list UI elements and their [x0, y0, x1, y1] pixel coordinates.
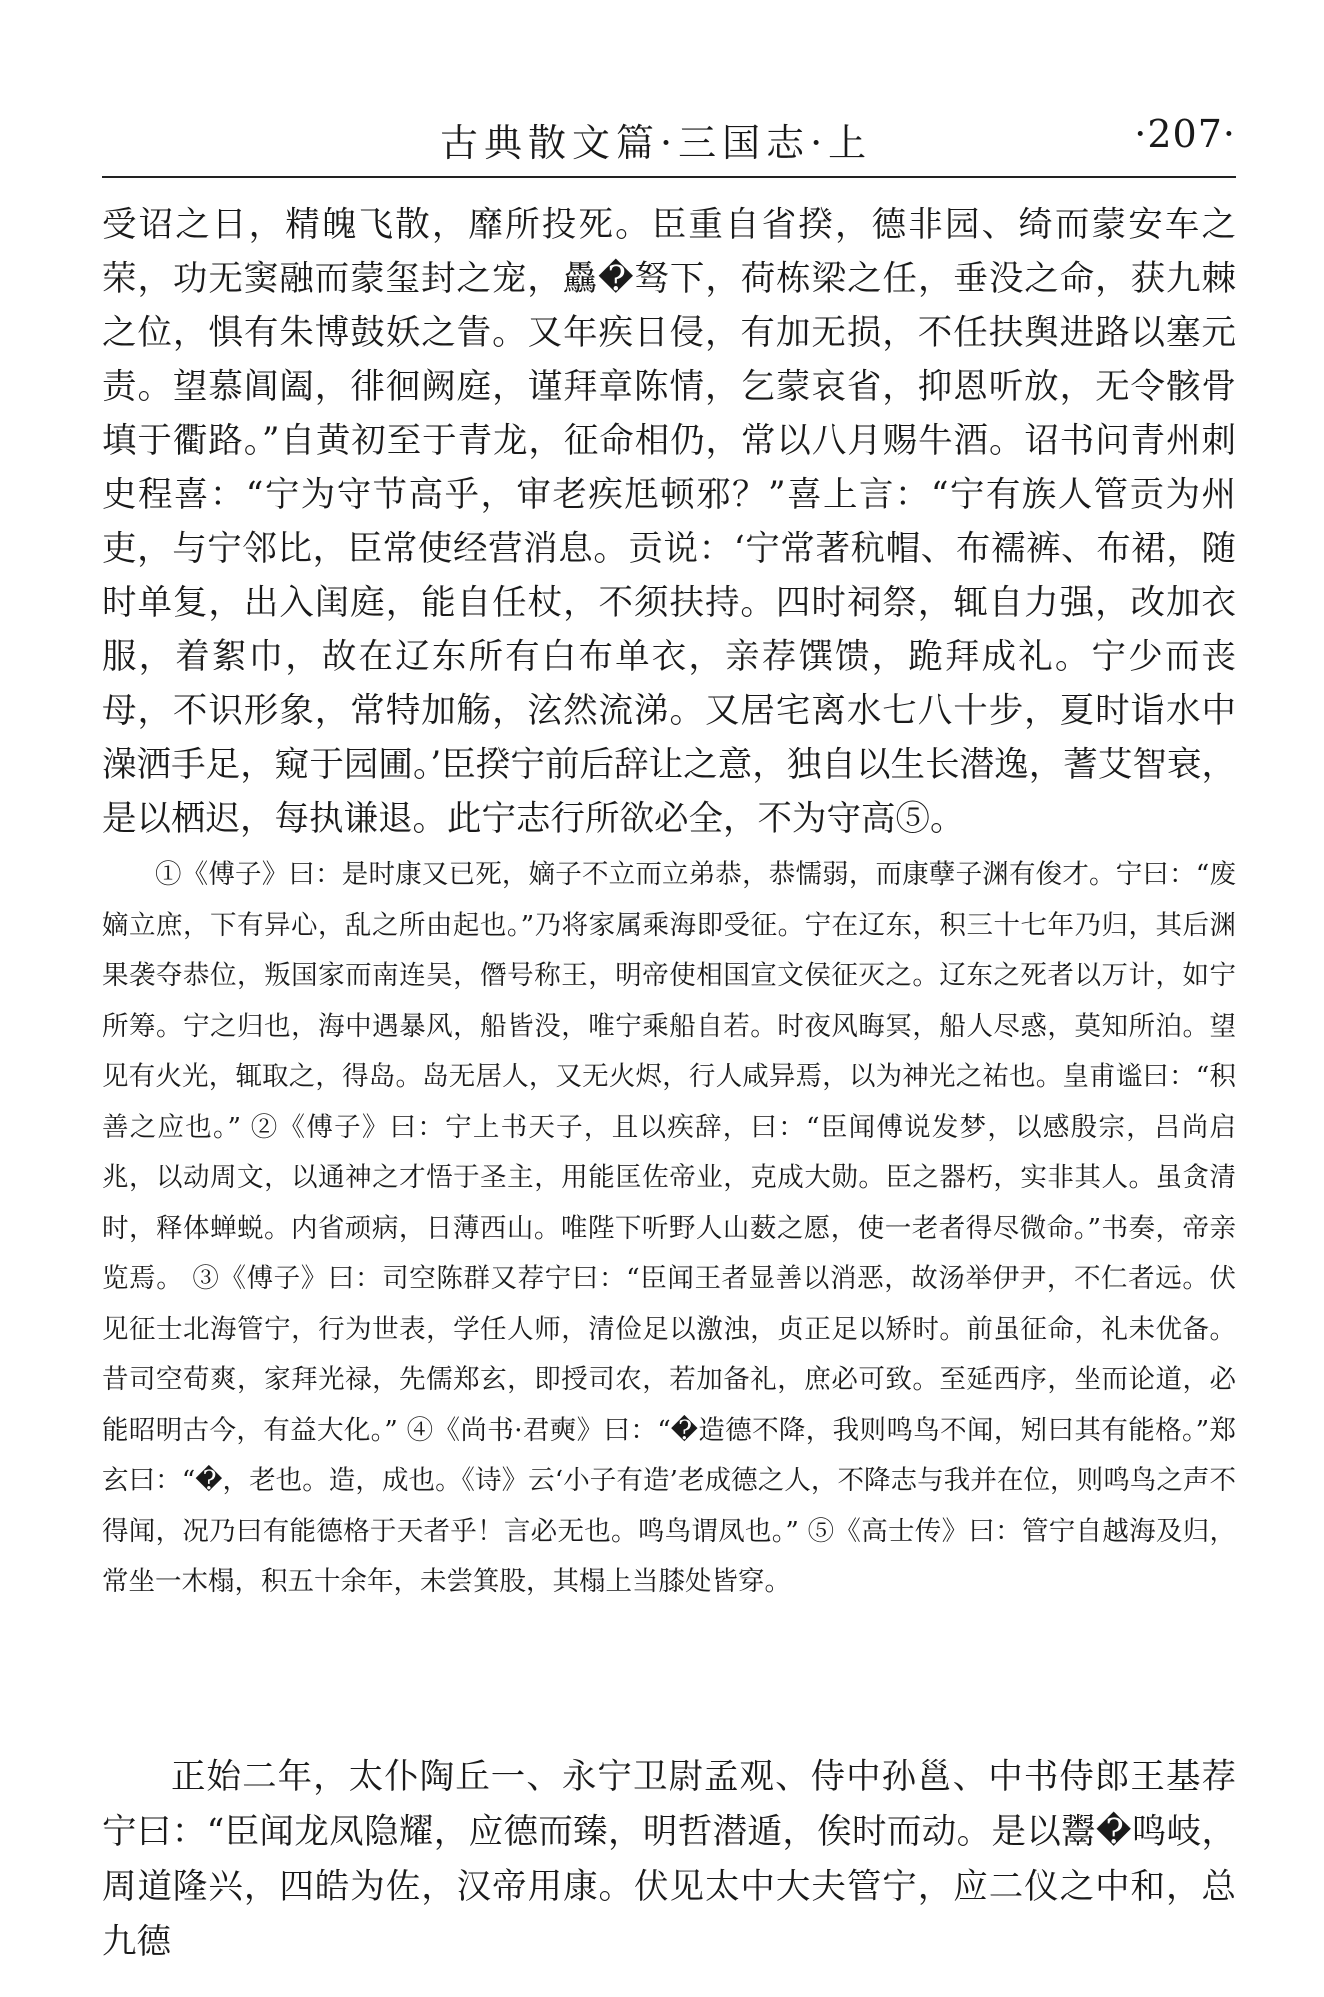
main-paragraph: 受诏之日，精魄飞散，靡所投死。臣重自省揆，德非园、绮而蒙安车之荣，功无窦融而蒙玺封之宠，驫�驽下，荷栋梁之任，垂没之命，获九棘之位，惧有朱博鼓妖之眚。又年疾日侵，有加无损，不任扶舆进路以塞元责。望慕阊阖，徘徊阙庭，谨拜章陈情，乞蒙哀省，抑恩听放，无令骸骨填于衢路。”自黄初至于青龙，征命相仍，常以八月赐牛酒。诏书问青州刺史程喜：“宁为守节高乎，审老疾尪顿邪？”喜上言：“宁有族人管贡为州吏，与宁邻比，臣常使经营消息。贡说：‘宁常著秔帽、布襦裤、布裙，随时单复，出入闺庭，能自任杖，不须扶持。四时祠祭，辄自力强，改加衣服，着絮巾，故在辽东所有白布单衣，亲荐馔馈，跪拜成礼。宁少而丧母，不识形象，常特加觞，泫然流涕。又居宅离水七八十步，夏时诣水中澡洒手足，窥于园圃。’臣揆宁前后辞让之意，独自以生长潜逸，蓍艾智衰，是以栖迟，每执谦退。此宁志行所欲必全，不为守高⑤。 — [102, 205, 1236, 839]
annotation-notes — [102, 850, 1236, 1608]
notes-paragraph: ①《傅子》曰：是时康又已死，嫡子不立而立弟恭，恭懦弱，而康孽子渊有俊才。宁曰：“废嫡立庶，下有异心，乱之所由起也。”乃将家属乘海即受征。宁在辽东，积三十七年乃归，其后渊果袭夺恭位，叛国家而南连吴，僭号称王，明帝使相国宣文侯征灭之。辽东之死者以万计，如宁所筹。宁之归也，海中遇暴风，船皆没，唯宁乘船自若。时夜风晦冥，船人尽惑，莫知所泊。望见有火光，辄取之，得岛。岛无居人，又无火烬，行人咸异焉，以为神光之祐也。皇甫谧曰：“积善之应也。” ②《傅子》曰：宁上书天子，且以疾辞，曰：“臣闻傅说发梦，以感殷宗，吕尚启兆，以动周文，以通神之才悟于圣主，用能匡佐帝业，克成大勋。臣之器朽，实非其人。虽贪清时，释体蝉蜕。内省顽病，日薄西山。唯陛下听野人山薮之愿，使一老者得尽微命。”书奏，帝亲览焉。 ③《傅子》曰：司空陈群又荐宁曰：“臣闻王者显善以消恶，故汤举伊尹，不仁者远。伏见征士北海管宁，行为世表，学任人师，清俭足以激浊，贞正足以矫时。前虽征命，礼未优备。昔司空荀爽，家拜光禄，先儒郑玄，即授司农，若加备礼，庶必可致。至延西序，坐而论道，必能昭明古今，有益大化。” ④《尚书·君奭》曰：“�造德不降，我则鸣鸟不闻，矧曰其有能格。”郑玄曰：“�，老也。造，成也。《诗》云‘小子有造’老成德之人，不降志与我并在位，则鸣鸟之声不得闻，况乃曰有能德格于天者乎！言必无也。鸣鸟谓凤也。” ⑤《高士传》曰：管宁自越海及归，常坐一木榻，积五十余年，未尝箕股，其榻上当膝处皆穿。 — [102, 859, 1236, 1597]
main-text-block — [102, 198, 1236, 846]
header-title: 古典散文篇·三国志·上 — [440, 121, 873, 165]
page-number: ·207· — [1134, 112, 1236, 156]
next-paragraph: 正始二年，太仆陶丘一、永宁卫尉孟观、侍中孙邕、中书侍郎王基荐宁曰：“臣闻龙凤隐耀，应德而臻，明哲潜遁，俟时而动。是以鬻�鸣岐，周道隆兴，四皓为佐，汉帝用康。伏见太中大夫管宁，应二仪之中和，总九德 — [102, 1757, 1236, 1962]
running-header — [102, 100, 1236, 178]
next-section — [102, 1750, 1236, 1970]
